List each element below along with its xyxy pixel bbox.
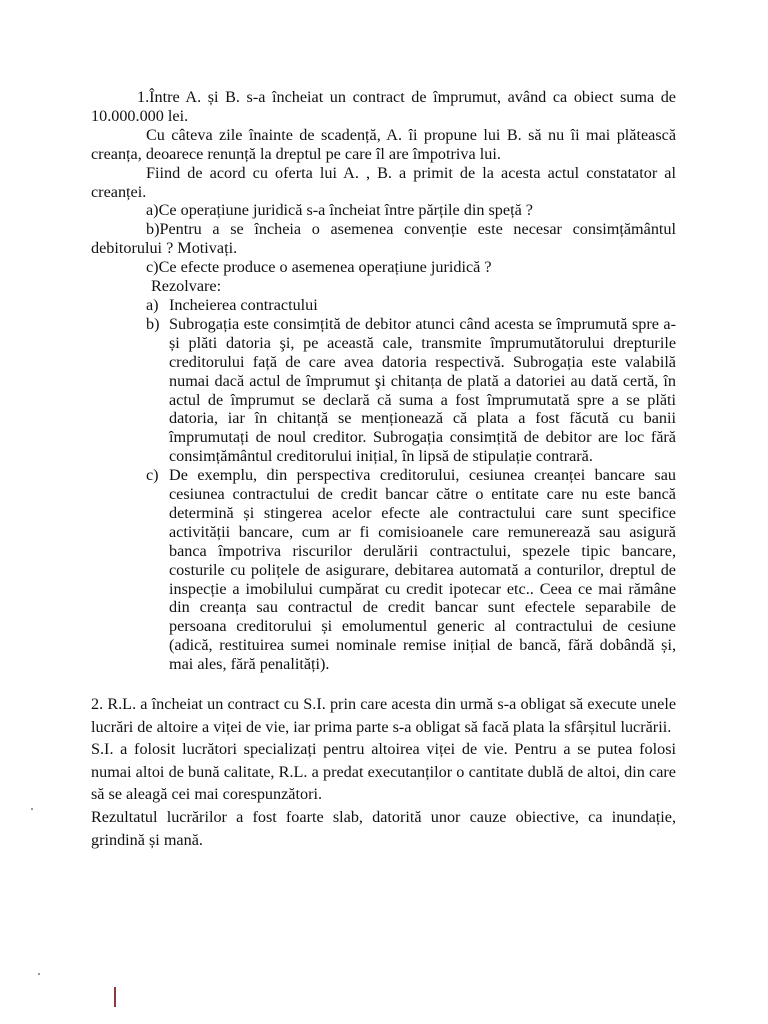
problem2-result: Rezultatul lucrărilor a fost foarte slab, datorită unor cauze obiective, ca inundație, grindină și mană. xyxy=(91,808,676,849)
scan-speck xyxy=(31,808,33,810)
answer-item xyxy=(91,296,676,315)
answer-marker: c) xyxy=(146,466,159,485)
answer-list xyxy=(91,296,676,674)
question-b: b)Pentru a se încheia o asemenea convenție este necesar consimțământul debitorului ? Motivați. xyxy=(91,220,676,258)
question-a: a)Ce operațiune juridică s-a încheiat între părțile din speță ? xyxy=(146,201,533,220)
problem1-proposal: Cu câteva zile înainte de scadență, A. îi propune lui B. să nu îi mai plătească creanța, deoarece renunță la dreptul pe care îl are împotriva lui. xyxy=(91,125,676,163)
resolution-label: Rezolvare: xyxy=(151,277,222,296)
scan-speck xyxy=(38,973,40,975)
problem1-statement: 1.Între A. și B. s-a încheiat un contract de împrumut, având ca obiect suma de 10.000.000 lei. xyxy=(91,88,676,125)
answer-text: Subrogația este consimțită de debitor atunci când acesta se împrumută spre a-și plăti datoria şi, pe această cale, transmite împrumutătorului drepturile creditorului față de care avea datoria respectivă. Subrogația este valabilă numai dacă actul de împrumut şi chitanța de plată a datoriei au dată certă, în actul de împrumut se declară că suma a fost împrumutată spre a se plăti datoria, iar în chitanță se menționează că plata a fost făcută cu banii împrumutați de noul creditor. Subrogația consimțită de debitor are loc fără consimțământul creditorului inițial, în lipsă de stipulație contrară. xyxy=(169,314,676,466)
problem2-details: S.I. a folosit lucrători specializați pentru altoirea viței de vie. Pentru a se putea folosi numai altoi de bună calitate, R.L. a predat executanților o cantitate dublă de altoi, din care să se aleagă cei mai corespunzători. xyxy=(91,740,676,804)
answer-marker: a) xyxy=(146,295,159,314)
answer-marker: b) xyxy=(146,314,160,333)
answer-item xyxy=(91,466,676,674)
problem2-statement: 2. R.L. a încheiat un contract cu S.I. prin care acesta din urmă s-a obligat să execute unele lucrări de altoire a viței de vie, iar prima parte s-a obligat să facă plata la sfârșitul lucrării. xyxy=(91,695,676,736)
document-page xyxy=(91,88,676,851)
section-spacer xyxy=(91,674,676,693)
answer-text: Incheierea contractului xyxy=(169,295,318,314)
question-c: c)Ce efecte produce o asemenea operațiune juridică ? xyxy=(146,258,492,277)
margin-mark xyxy=(114,987,116,1007)
answer-item xyxy=(91,315,676,466)
problem1-acceptance: Fiind de acord cu oferta lui A. , B. a primit de la acesta actul constatator al creanței. xyxy=(91,163,676,201)
answer-text: De exemplu, din perspectiva creditorului, cesiunea creanței bancare sau cesiunea contractului de credit bancar către o entitate care nu este bancă determină și stingerea acelor efecte ale contractului care sunt specifice activității bancare, cum ar fi comisioanele care remunerează sau asigură banca împotriva riscurilor derulării contractului, spezele tipic bancare, costurile cu polițele de asigurare, debitarea automată a conturilor, dreptul de inspecție a imobilului cumpărat cu credit ipotecar etc.. Ceea ce mai rămâne din creanța sau contractul de credit bancar sunt efectele separabile de persoana creditorului și emolumentul generic al contractului de cesiune (adică, restituirea sumei nominale remise inițial de bancă, fără dobândă și, mai ales, fără penalități). xyxy=(169,466,676,674)
